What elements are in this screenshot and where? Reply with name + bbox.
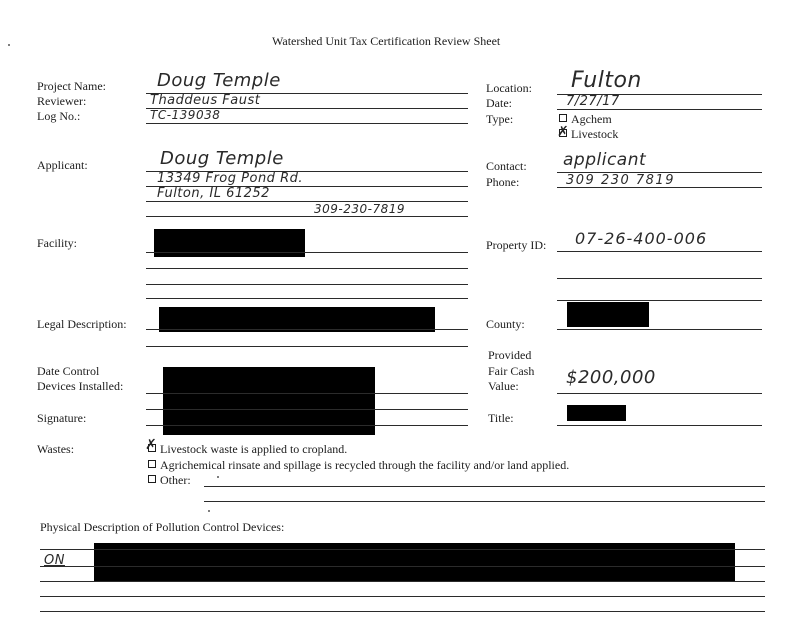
signature-line [146, 425, 468, 426]
contact-label: Contact: [486, 159, 527, 173]
facility-line-1 [146, 252, 468, 253]
physical-description-label: Physical Description of Pollution Control Devices: [40, 520, 285, 534]
waste-agrichemical-label: Agrichemical rinsate and spillage is recycled through the facility and/or land applied. [160, 458, 570, 472]
date-control-label-2: Devices Installed: [37, 379, 124, 393]
property-id-line-2 [557, 278, 762, 279]
agchem-checkbox[interactable] [559, 114, 567, 122]
legal-description-line-2 [146, 346, 468, 347]
facility-label: Facility: [37, 236, 77, 250]
location-label: Location: [486, 81, 532, 95]
property-id-line-3 [557, 300, 762, 301]
phone-value: 309 230 7819 [566, 173, 675, 188]
project-name-value: Doug Temple [157, 70, 281, 91]
date-installed-line-2 [146, 409, 468, 410]
project-name-label: Project Name: [37, 79, 106, 93]
facility-line-4 [146, 298, 468, 299]
log-no-label: Log No.: [37, 109, 81, 123]
applicant-name-value: Doug Temple [160, 148, 284, 169]
phone-line [557, 187, 762, 188]
other-line-2 [204, 501, 765, 502]
facility-line-3 [146, 284, 468, 285]
county-line [557, 329, 762, 330]
applicant-city-value: Fulton, IL 61252 [157, 186, 270, 201]
provided-label-3: Value: [488, 379, 519, 393]
provided-label-2: Fair Cash [488, 364, 535, 378]
signature-label: Signature: [37, 411, 87, 425]
county-label: County: [486, 317, 525, 331]
title-redaction [567, 405, 626, 421]
scan-speck [8, 44, 10, 46]
waste-other-checkbox[interactable] [148, 475, 156, 483]
log-no-line [146, 123, 468, 124]
wastes-label: Wastes: [37, 442, 75, 456]
scan-speck [217, 476, 219, 478]
physical-line-5 [40, 611, 765, 612]
title-label: Title: [488, 411, 514, 425]
property-id-value: 07-26-400-006 [575, 229, 708, 248]
waste-livestock-label: Livestock waste is applied to cropland. [160, 442, 348, 456]
reviewer-value: Thaddeus Faust [150, 93, 261, 108]
applicant-line-3 [146, 201, 468, 202]
facility-line-2 [146, 268, 468, 269]
date-label: Date: [486, 96, 512, 110]
agchem-label: Agchem [571, 112, 612, 126]
legal-description-line-1 [146, 329, 468, 330]
other-line-1 [204, 486, 765, 487]
county-redaction [567, 302, 649, 327]
physical-line-1 [40, 549, 765, 550]
waste-option-other[interactable] [148, 473, 191, 487]
applicant-phone-value: 309-230-7819 [314, 202, 406, 216]
property-id-line-1 [557, 251, 762, 252]
waste-other-label: Other: [160, 473, 191, 487]
physical-line-3 [40, 581, 765, 582]
date-value: 7/27/17 [566, 94, 620, 109]
physical-description-value: ON [44, 553, 65, 568]
provided-label-1: Provided [488, 348, 532, 362]
date-installed-line-1 [146, 393, 468, 394]
applicant-street-value: 13349 Frog Pond Rd. [157, 171, 303, 186]
log-no-value: TC-139038 [150, 108, 221, 122]
applicant-line-4 [146, 216, 468, 217]
fair-cash-value: $200,000 [566, 367, 656, 388]
livestock-label: Livestock [571, 127, 619, 141]
reviewer-label: Reviewer: [37, 94, 87, 108]
waste-option-livestock[interactable] [148, 442, 347, 456]
physical-line-4 [40, 596, 765, 597]
applicant-label: Applicant: [37, 158, 88, 172]
legal-description-label: Legal Description: [37, 317, 127, 331]
contact-value: applicant [563, 150, 647, 170]
waste-option-agrichemical[interactable] [148, 458, 569, 472]
location-value: Fulton [571, 68, 642, 93]
phone-label: Phone: [486, 175, 520, 189]
date-line [557, 109, 762, 110]
property-id-label: Property ID: [486, 238, 547, 252]
title-line [557, 425, 762, 426]
date-control-label-1: Date Control [37, 364, 100, 378]
waste-livestock-check-mark: ✗ [145, 437, 157, 453]
scan-speck [208, 510, 210, 512]
page-title: Watershed Unit Tax Certification Review Sheet [272, 34, 501, 48]
fair-cash-line [557, 393, 762, 394]
type-label: Type: [486, 112, 514, 126]
livestock-check-mark: ✗ [557, 124, 569, 140]
waste-agrichemical-checkbox[interactable] [148, 460, 156, 468]
physical-line-2 [40, 566, 765, 567]
